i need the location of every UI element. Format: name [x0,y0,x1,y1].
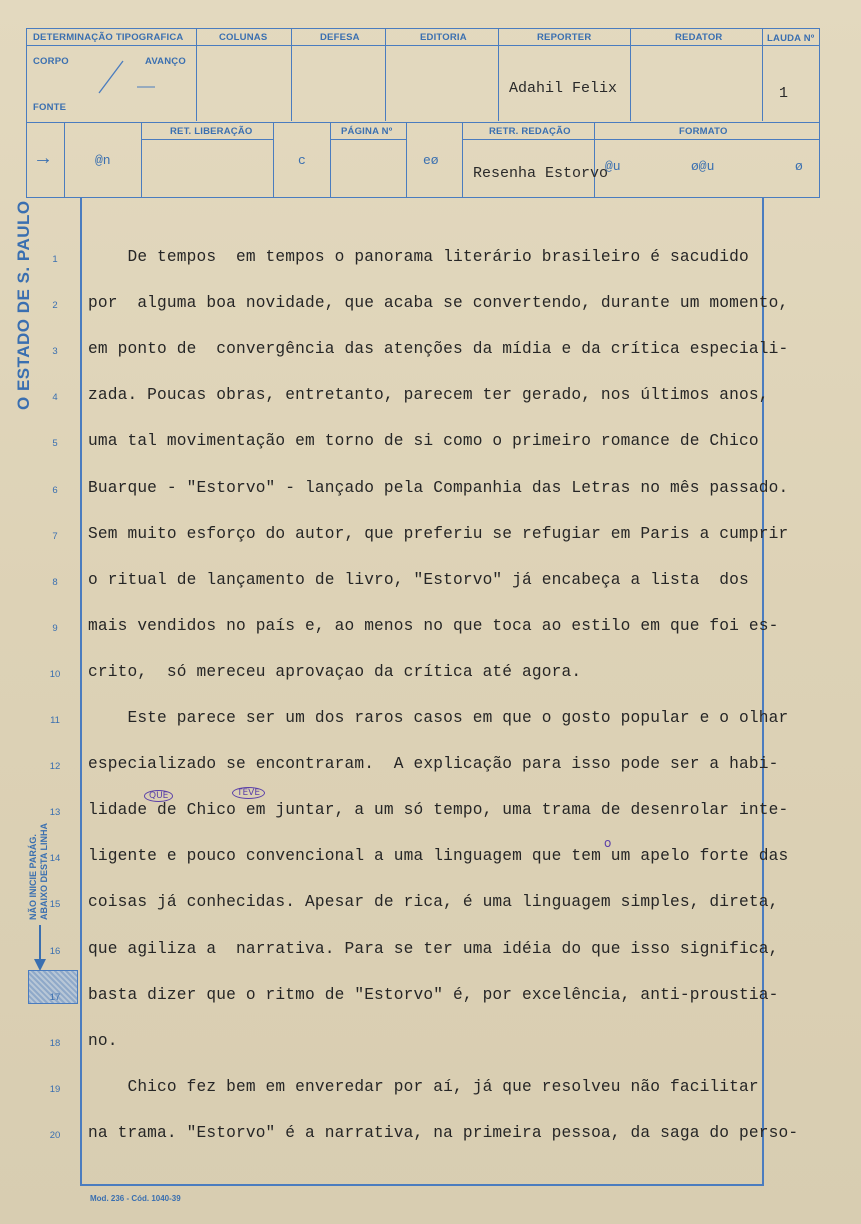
body-line: Chico fez bem em enveredar por aí, já que resolveu não facilitar [88,1078,759,1096]
line-number: 3 [52,346,58,357]
body-line: Sem muito esforço do autor, que preferiu se refugiar em Paris a cumprir [88,525,789,543]
body-line: Este parece ser um dos raros casos em que o gosto popular e o olhar [88,709,789,727]
pagina-cell [331,123,407,197]
colunas-cell [197,29,292,121]
body-line: crito, só mereceu aprovaçao da crítica até agora. [88,663,582,681]
colunas-label: COLUNAS [219,32,268,43]
line-number: 5 [52,438,58,449]
code-cell-2 [274,123,331,197]
formato-cell [595,123,819,197]
line-number: 8 [52,577,58,588]
fonte-label: FONTE [33,102,67,113]
header-form [26,28,820,198]
line-number: 19 [49,1084,61,1095]
annotation-teve: TEVE [232,787,265,799]
bottom-margin-line [80,1184,764,1186]
editoria-cell [386,29,499,121]
line-number: 16 [49,946,61,957]
defesa-label: DEFESA [320,32,360,43]
determinacao-cell [27,29,197,121]
defesa-cell [292,29,386,121]
body-line: basta dizer que o ritmo de "Estorvo" é, por excelência, anti-proustia- [88,986,779,1004]
line-number: 2 [52,300,58,311]
row2-code-1: @n [95,153,111,168]
line-number: 13 [49,807,61,818]
body-line: que agiliza a narrativa. Para se ter uma idéia do que isso significa, [88,940,779,958]
slash-mark [87,57,157,97]
reporter-value: Adahil Felix [509,80,618,97]
determinacao-label: DETERMINAÇÃO TIPOGRAFICA [33,32,184,43]
retr-redacao-cell [463,123,609,197]
header-row-1 [27,29,819,123]
body-line: uma tal movimentação em torno de si como o primeiro romance de Chico [88,432,759,450]
body-line: Buarque - "Estorvo" - lançado pela Companhia das Letras no mês passado. [88,479,789,497]
newspaper-title: O ESTADO DE S. PAULO [14,200,33,410]
paragraph-warning-line-2: ABAIXO DESTA LINHA [39,822,49,920]
formato-code-1: @u [605,159,621,174]
retranca-value: Resenha Estorvo [473,165,609,182]
reporter-label: REPORTER [537,32,592,43]
line-number: 9 [52,623,58,634]
body-line: ligente e pouco convencional a uma linguagem que tem um apelo forte das [88,847,789,865]
body-line: coisas já conhecidas. Apesar de rica, é uma linguagem simples, direta, [88,893,779,911]
header-row-2 [27,123,819,197]
left-margin-line [80,198,82,1185]
body-line: zada. Poucas obras, entretanto, parecem ter gerado, nos últimos anos, [88,386,769,404]
annotation-que: QUE [144,790,173,802]
form-code: Mod. 236 - Cód. 1040-39 [90,1194,181,1203]
line-number: 10 [49,669,61,680]
body-line: De tempos em tempos o panorama literário brasileiro é sacudido [88,248,749,266]
line-number: 12 [49,761,61,772]
body-line: mais vendidos no país e, ao menos no que toca ao estilo em que foi es- [88,617,779,635]
lauda-cell [763,29,819,121]
row2-code-3: eø [423,153,439,168]
body-line: por alguma boa novidade, que acaba se convertendo, durante um momento, [88,294,789,312]
line-number: 17 [49,992,61,1003]
lauda-label: LAUDA Nº [767,33,815,44]
redator-label: REDATOR [675,32,723,43]
body-line: o ritual de lançamento de livro, "Estorvo" já encabeça a lista dos [88,571,749,589]
editoria-label: EDITORIA [420,32,467,43]
corpo-label: CORPO [33,56,69,67]
line-number: 4 [52,392,58,403]
formato-code-2: ø@u [691,159,715,174]
redator-cell [631,29,763,121]
body-line: em ponto de convergência das atenções da mídia e da crítica especiali- [88,340,789,358]
avanco-label: AVANÇO [145,56,186,67]
row2-code-2: c [298,153,306,168]
body-line: especializado se encontraram. A explicação para isso pode ser a habi- [88,755,779,773]
code-cell-1 [65,123,142,197]
line-number: 7 [52,531,58,542]
arrow-cell [27,123,65,197]
retr-redacao-label: RETR. REDAÇÃO [489,126,571,137]
code-cell-3 [407,123,463,197]
formato-code-3: ø [795,159,803,174]
pagina-label: PÁGINA Nº [341,126,393,137]
body-line: lidade de Chico em juntar, a um só tempo, uma trama de desenrolar inte- [88,801,789,819]
line-number: 11 [50,715,60,726]
lauda-value: 1 [779,85,789,102]
line-number: 1 [52,254,58,265]
body-line: na trama. "Estorvo" é a narrativa, na primeira pessoa, da saga do perso- [88,1124,799,1142]
annotation-o: o [604,836,612,850]
ret-liberacao-label: RET. LIBERAÇÃO [170,126,253,137]
line-number: 6 [52,485,58,496]
reporter-cell [499,29,631,121]
formato-label: FORMATO [679,126,728,137]
body-line: no. [88,1032,118,1050]
paragraph-warning-line-1: NÃO INICIE PARÁG. [28,834,38,920]
line-number: 15 [49,899,61,910]
ret-liberacao-cell [142,123,274,197]
line-number: 18 [49,1038,61,1049]
line-number: 14 [49,853,61,864]
line-number: 20 [49,1130,61,1141]
arrow-icon: → [33,147,53,169]
